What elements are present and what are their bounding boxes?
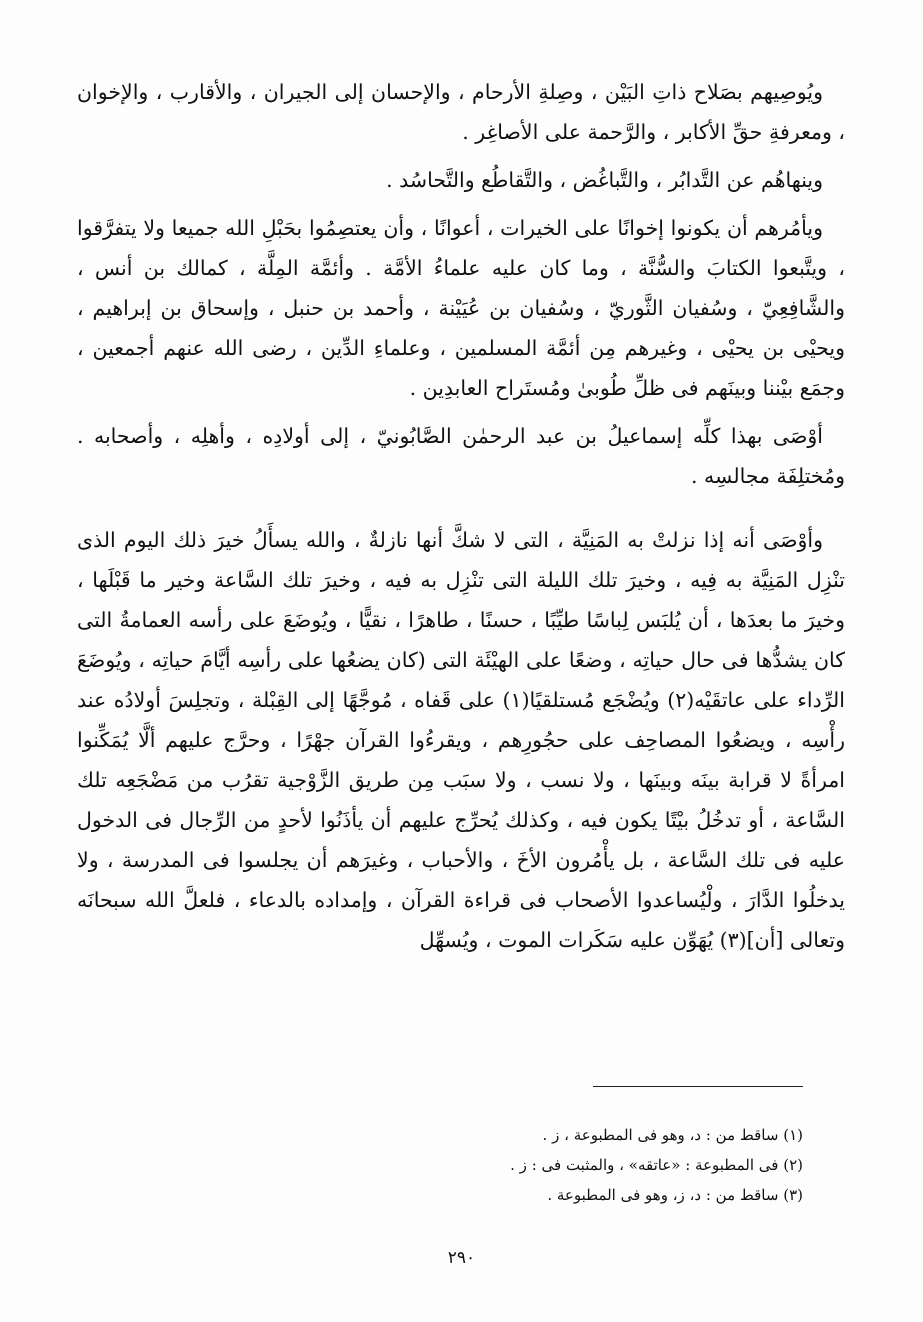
paragraph-kinship-advice: ويُوصِيهم بصَلاح ذاتِ البَيْن ، وصِلةِ الأرحام ، والإحسان إلى الجيران ، والأقارب ، والإخوان ، ومعرفةِ حقِّ الأكابر ، والرَّحمة على الأصاغِر . — [77, 80, 845, 144]
paragraph-following-scholars: ويأمُرهم أن يكونوا إخوانًا على الخيرات ، أعوانًا ، وأن يعتصِمُوا بحَبْلِ الله جميعا ولا يتفرَّقوا ، ويتَّبعوا الكتابَ والسُّنَّة ، وما كان عليه علماءُ الأمَّة . وأئمَّة المِلَّة ، كمالك بن أنس ، والشَّافِعِيّ ، وسُفيان الثَّوريّ ، وسُفيان بن عُيَيْنة ، وأحمد بن حنبل ، وإسحاق بن إبراهيم ، ويحيْى بن يحيْى ، وغيرهم مِن أئمَّة المسلمين ، وعلماءِ الدِّين ، رضى الله عنهم أجمعين ، وجمَع بيْننا وبينَهم فى ظلِّ طُوبىٰ ومُستَراح العابدِين . — [77, 216, 845, 400]
footnote-item: (٣) ساقط من : د، ز، وهو فى المطبوعة . — [547, 1186, 803, 1204]
footnote-item: (٢) فى المطبوعة : «عاتقه» ، والمثبت فى : ز . — [510, 1156, 803, 1174]
main-text — [77, 72, 845, 960]
footnotes — [103, 1120, 803, 1210]
footnote-item: (١) ساقط من : د، وهو فى المطبوعة ، ز . — [542, 1126, 803, 1144]
paragraph-death-instructions: وأوْصَى أنه إذا نزلتْ به المَنِيَّة ، التى لا شكَّ أنها نازلةٌ ، والله يسأَلُ خيرَ ذلك اليوم الذى تنْزِل المَنِيَّة به فِيه ، وخيرَ تلك الليلة التى تنْزِل به فيه ، وخيرَ تلك السَّاعة وخير ما قَبْلَها ، وخيرَ ما بعدَها ، أن يُلبَس لِباسًا طيِّبًا ، حسنًا ، طاهرًا ، نقيًّا ، ويُوضَعَ على رأسه العمامةُ التى كان يشدُّها فى حال حياتِه ، وضعًا على الهيْئَة التى (كان يضعُها على رأسِه أيَّامَ حياتِه ، ويُوضَعَ الرِّداء على عاتقَيْه(٢) ويُضْجَع مُستلقيًا(١) على قَفاه ، مُوجَّهًا إلى القِبْلة ، وتجلِسَ أولادُه عند رأْسِه ، ويضعُوا المصاحِف على حجُورِهم ، ويقرءُوا القرآن جهْرًا ، وحرَّج عليهم ألَّا يُمَكِّنوا امرأةً لا قرابة بينَه وبينَها ، ولا نسب ، ولا سبَب مِن طريق الزَّوْجية تقرُب من مَضْجَعِه تلك السَّاعة ، أو تدخُلُ بيْتًا يكون فيه ، وكذلك يُحرِّج عليهم أن يأذَنُوا لأحدٍ من الرِّجال فى الدخول عليه فى تلك السَّاعة ، بل يأْمُرون الأخَ ، والأحباب ، وغيرَهم أن يجلسوا فى المدرسة ، ولا يدخلُوا الدَّارَ ، ولْيُساعدوا الأصحاب فى قراءة القرآن ، وإمداده بالدعاء ، فلعلَّ الله سبحانَه وتعالى [أن](٣) يُهَوِّن عليه سَكَرات الموت ، ويُسهِّل — [77, 528, 845, 952]
page-number: ٢٩٠ — [447, 1248, 476, 1268]
paragraph-testament-signature: أوْصَى بهذا كلِّه إسماعيلُ بن عبد الرحمٰن الصَّابُونيّ ، إلى أولادِه ، وأهلِه ، وأصحابه . ومُختلِفَة مجالسِه . — [77, 424, 845, 488]
paragraph-forbidding-discord: وينهاهُم عن التَّدابُر ، والتَّباغُض ، والتَّقاطُع والتَّحاسُد . — [386, 168, 823, 192]
footnote-divider — [593, 1086, 803, 1087]
